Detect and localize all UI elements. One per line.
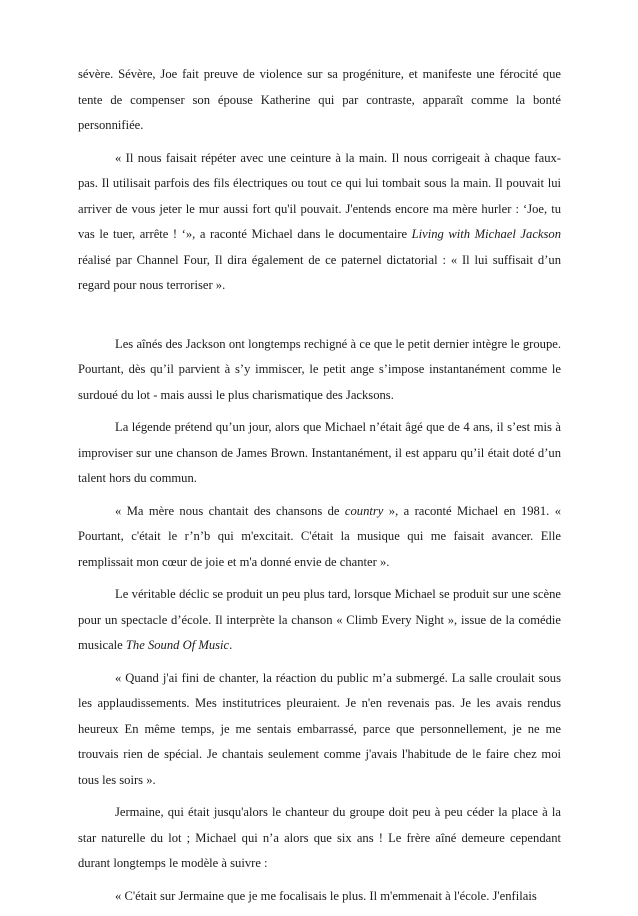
paragraph-8 — [78, 800, 561, 877]
musical-title: The Sound Of Music — [125, 638, 230, 652]
paragraph-4 — [78, 415, 561, 492]
paragraph-text: Les aînés des Jackson ont longtemps rechigné à ce que le petit dernier intègre le groupe. Pourtant, dès qu’il parvient à s’y immiscer, le petit ange s’impose instantanément comme le surdoué du lot - mais aussi le plus charismatique des Jacksons. — [78, 336, 561, 402]
paragraph-6 — [78, 582, 561, 659]
paragraph-text: réalisé par Channel Four, Il dira également de ce paternel dictatorial : « Il lui suffisait d’un regard pour nous terroriser ». — [78, 252, 561, 292]
paragraph-text: Jermaine, qui était jusqu'alors le chanteur du groupe doit peu à peu céder la place à la star naturelle du lot ; Michael qui n’a alors que six ans ! Le frère aîné demeure cependant durant longtemps le modèle à suivre : — [78, 805, 561, 870]
paragraph-9 — [78, 884, 561, 910]
paragraph-text: », a raconté Michael en 1981. « Pourtant, c'était le r’n’b qui m'excitait. C'était la musique qui me faisait avancer. Elle remplissait mon cœur de joie et m'a donné envie de chanter ». — [78, 503, 561, 569]
paragraph-text: « Il nous faisait répéter avec une ceinture à la main. Il nous corrigeait à chaque faux-pas. Il utilisait parfois des fils électriques ou tout ce qui lui tombait sous la main. Il pouvait lui arriver de vous jeter le mur aussi fort qu'il pouvait. J'entends encore ma mère hurler : ‘Joe, tu vas le tuer, arrête ! ‘», a raconté Michael dans le documentaire — [78, 150, 561, 241]
paragraph-5 — [78, 499, 561, 576]
genre-word: country — [344, 503, 384, 518]
paragraph-1 — [78, 62, 561, 139]
document-page — [78, 62, 561, 916]
paragraph-text: « Ma mère nous chantait des chansons de — [115, 503, 345, 518]
paragraph-text: « C'était sur Jermaine que je me focalisais le plus. Il m'emmenait à l'école. J'enfilais — [115, 888, 537, 903]
paragraph-7 — [78, 666, 561, 794]
paragraph-text: sévère. Sévère, Joe fait preuve de violence sur sa progéniture, et manifeste une férocité que tente de compenser son épouse Katherine qui par contraste, apparaît comme la bonté personnifiée. — [78, 67, 561, 132]
paragraph-3 — [78, 332, 561, 409]
paragraph-text: La légende prétend qu’un jour, alors que Michael n’était âgé que de 4 ans, il s’est mis à improviser sur une chanson de James Brown. Instantanément, il est apparu qu’il était doté d’un talent hors du commun. — [78, 420, 561, 485]
paragraph-2 — [78, 146, 561, 299]
documentary-title: Living with Michael Jackson — [411, 227, 561, 241]
paragraph-text: . — [229, 638, 233, 652]
paragraph-text: Le véritable déclic se produit un peu plus tard, lorsque Michael se produit sur une scène pour un spectacle d’école. Il interprète la chanson « Climb Every Night », issue de la comédie musicale — [78, 587, 561, 652]
paragraph-text: « Quand j'ai fini de chanter, la réaction du public m’a submergé. La salle croulait sous les applaudissements. Mes institutrices pleuraient. Je n'en revenais pas. Je les avais rendus heureux En même temps, je me sentais embarrassé, parce que personnellement, je ne me trouvais rien de spécial. Je chantais seulement comme j'avais l'habitude de le faire chez moi tous les soirs ». — [78, 670, 561, 787]
